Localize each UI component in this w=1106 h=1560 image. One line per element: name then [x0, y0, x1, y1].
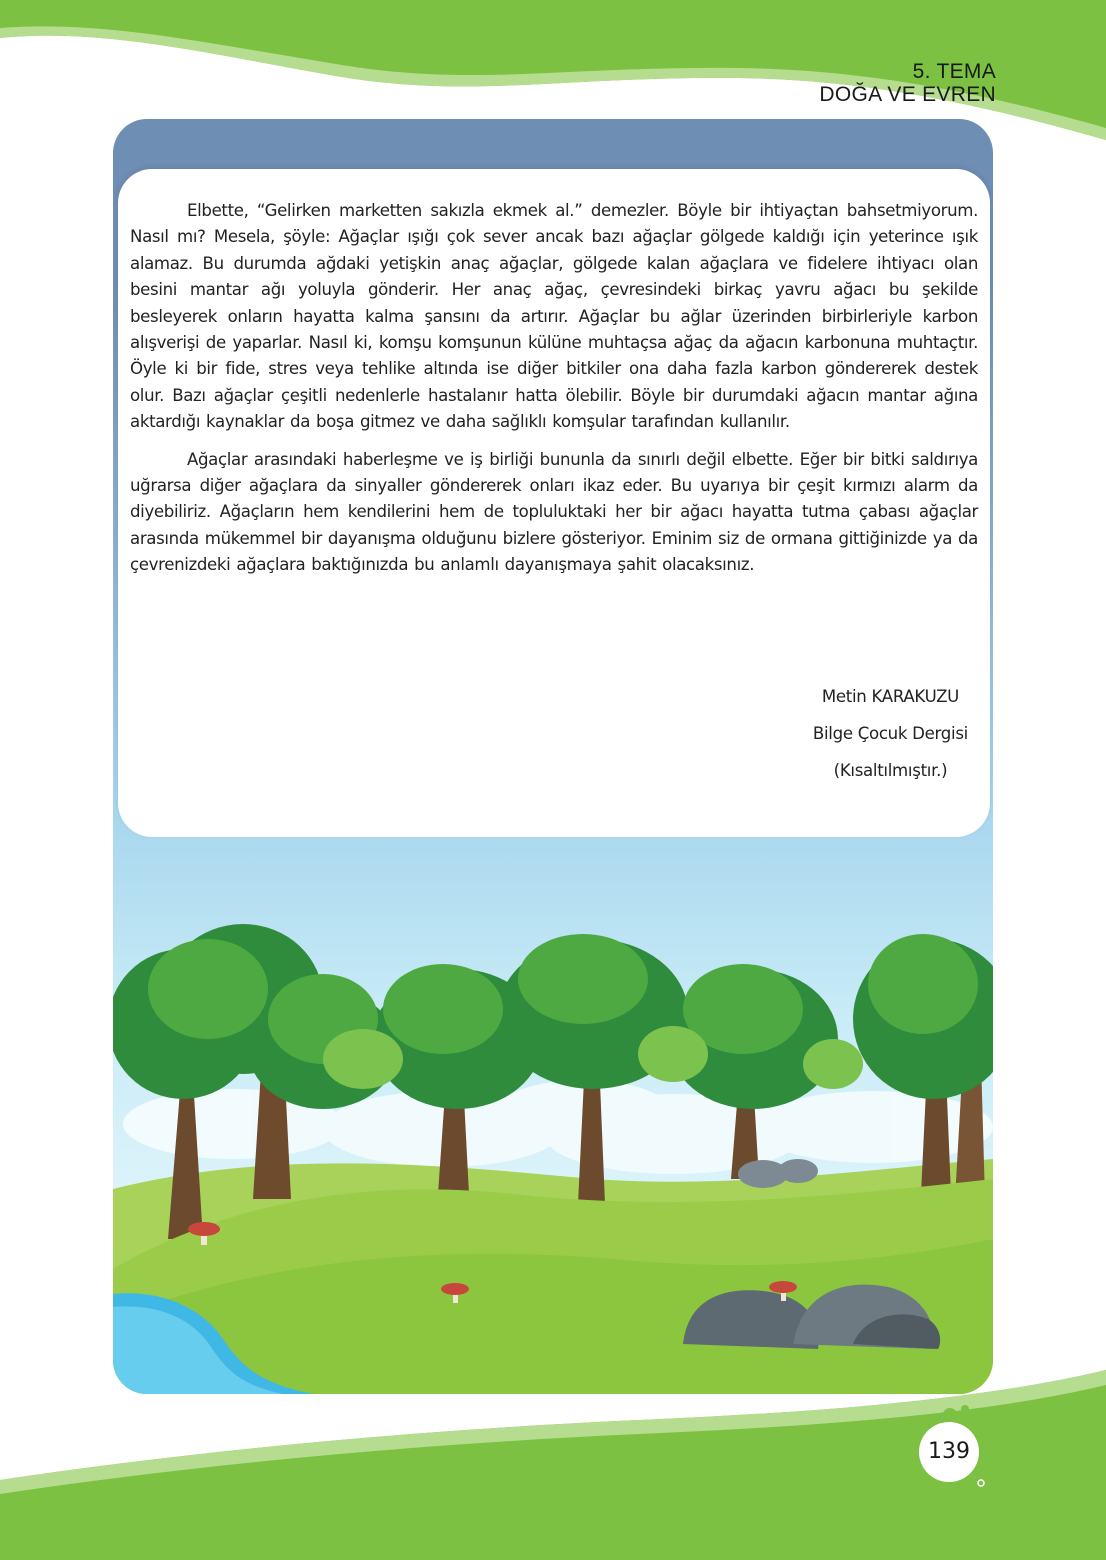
page-number: 139 — [928, 1439, 970, 1464]
source-name: Bilge Çocuk Dergisi — [812, 724, 968, 743]
abridged-note: (Kısaltılmıştır.) — [833, 761, 948, 780]
article-paragraph-1: Elbette, “Gelirken marketten sakızla ekmek al.” demezler. Böyle bir ihtiyaçtan bahsetmiyorum. Nasıl mı? Mesela, şöyle: Ağaçlar ışığı çok sever ancak bazı ağaçlar gölgede kaldığı için yeterince ışık alamaz. Bu durumda ağdaki yetişkin anaç ağaçlar, gölgede kalan ağaçlara ve fidelere ihtiyacı olan besini mantar ağı yoluyla gönderir. Her anaç ağaç, çevresindeki birkaç yavru ağacı bu şekilde besleyerek onların hayatta kalma şansını da artırır. Ağaçlar bu ağlar üzerinden birbirleriyle karbon alışverişi de yaparlar. Nasıl ki, komşu komşunun külüne muhtaçsa ağaç da ağacın karbonuna muhtaçtır. Öyle ki bir fide, stres veya tehlike altında ise diğer bitkiler ona daha fazla karbon göndererek destek olur. Bazı ağaçlar çeşitli nedenlerle hastalanır hatta ölebilir. Böyle bir durumdaki ağacın mantar ağına aktardığı kaynaklar da boşa gitmez ve daha sağlıklı komşular tarafından kullanılır. — [130, 201, 978, 432]
article-credits — [813, 678, 968, 789]
clouds — [123, 1080, 993, 1174]
article-paragraph-2: Ağaçlar arasındaki haberleşme ve iş birliği bununla da sınırlı değil elbette. Eğer bir bitki saldırıya uğrarsa diğer ağaçlara da sinyaller göndererek onları ikaz eder. Bu uyarıya bir çeşit kırmızı alarm da diyebiliriz. Ağaçların hem kendilerini hem de topluluktaki her bir ağacı hayatta tutma çabası ağaçlar arasında mükemmel bir dayanışma olduğunu bizlere gösteriyor. Eminim siz de ormana gittiğinizde ya da çevrenizdeki ağaçlara baktığınızda bu anlamlı dayanışmaya şahit olacaksınız. — [130, 449, 978, 575]
author-name: Metin KARAKUZU — [821, 687, 960, 706]
theme-title: DOĞA VE EVREN — [819, 83, 996, 106]
article-body — [130, 198, 978, 590]
theme-heading — [819, 60, 996, 106]
theme-number: 5. TEMA — [912, 60, 996, 83]
